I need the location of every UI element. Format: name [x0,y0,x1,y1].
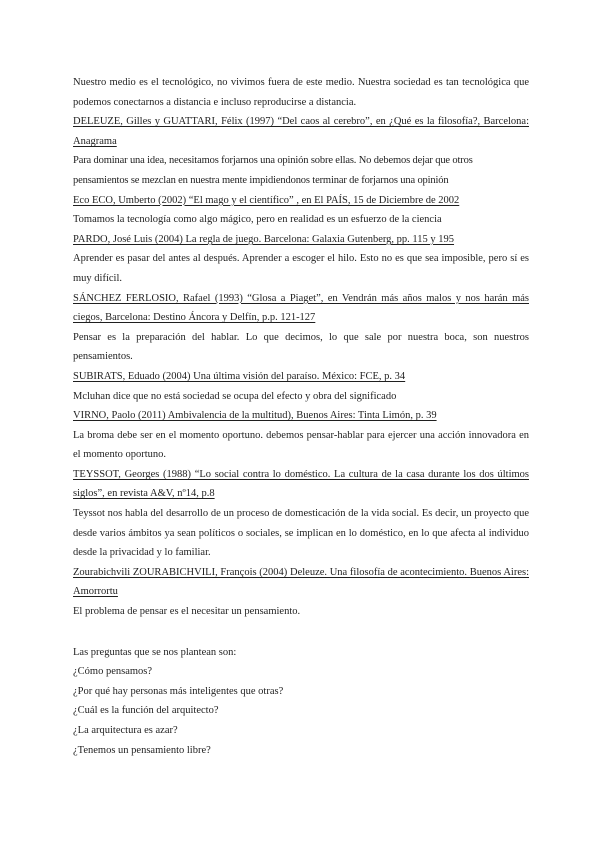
questions-heading: Las preguntas que se nos plantean son: [73,646,237,658]
question-item: ¿Cuál es la función del arquitecto? [73,705,219,717]
section-spacer [73,622,529,643]
intro-paragraph: Nuestro medio es el tecnológico, no vivimos fuera de este medio. Nuestra sociedad es tan tecnológica que podemos conectarnos a distancia e incluso reproducirse a distancia. [73,77,529,108]
question-item: ¿Por qué hay personas más inteligentes que otras? [73,685,284,697]
reference-eco: Eco ECO, Umberto (2002) “El mago y el científico” , en El PAÍS, 15 de Diciembre de 2002 [73,194,460,206]
reference-virno: VIRNO, Paolo (2011) Ambivalencia de la multitud), Buenos Aires: Tinta Limón, p. 39 [73,410,437,422]
question-item: ¿La arquitectura es azar? [73,725,178,736]
reference-sanchez-ferlosio: SÁNCHEZ FERLOSIO, Rafael (1993) “Glosa a Piaget”, en Vendrán más años malos y nos harán más ciegos, Barcelona: Destino Áncora y Delfín, p.p. 121-127 [73,292,529,324]
reference-deleuze: DELEUZE, Gilles y GUATTARI, Félix (1997) “Del caos al cerebro”, en ¿Qué es la filosofía?, Barcelona: Anagrama [73,116,529,147]
document-page [73,73,529,760]
note-eco: Tomamos la tecnología como algo mágico, pero en realidad es un esfuerzo de la ciencia [73,214,442,226]
reference-teyssot: TEYSSOT, Georges (1988) “Lo social contra lo doméstico. La cultura de la casa durante los dos últimos siglos”, en revista A&V, nº14, p.8 [73,468,529,500]
question-item: ¿Tenemos un pensamiento libre? [73,744,211,756]
note-virno: La broma debe ser en el momento oportuno. debemos pensar-hablar para ejercer una acción innovadora en el momento oportuno. [73,429,529,461]
question-item: ¿Cómo pensamos? [73,666,153,678]
reference-subirats: SUBIRATS, Eduado (2004) Una última visión del paraíso. México: FCE, p. 34 [73,370,406,382]
note-sanchez-ferlosio: Pensar es la preparación del hablar. Lo que decimos, lo que sale por nuestra boca, son nuestros pensamientos. [73,331,529,363]
reference-pardo: PARDO, José Luis (2004) La regla de juego. Barcelona: Galaxia Gutenberg, pp. 115 y 195 [73,233,455,245]
note-zourabichvili: El problema de pensar es el necesitar un pensamiento. [73,606,301,618]
note-pardo: Aprender es pasar del antes al después. Aprender a escoger el hilo. Esto no es que sea imposible, pero sí es muy difícil. [73,253,529,284]
reference-zourabichvili: Zourabichvili ZOURABICHVILI, François (2004) Deleuze. Una filosofía de acontecimiento. Buenos Aires: Amorrortu [73,566,529,598]
note-deleuze: Para dominar una idea, necesitamos forjarnos una opinión sobre ellas. No debemos dejar que otros pensamientos se mezclan en nuestra mente impidiendonos terminar de forjarnos una opinión [73,155,473,186]
note-subirats: Mcluhan dice que no está sociedad se ocupa del efecto y obra del significado [73,390,397,402]
note-teyssot: Teyssot nos habla del desarrollo de un proceso de domesticación de la vida social. Es decir, un proyecto que desde varios ámbitos ya sean políticos o sociales, se implican en lo doméstico, en lo que afecta al individuo desde la privacidad y lo familiar. [73,508,529,559]
